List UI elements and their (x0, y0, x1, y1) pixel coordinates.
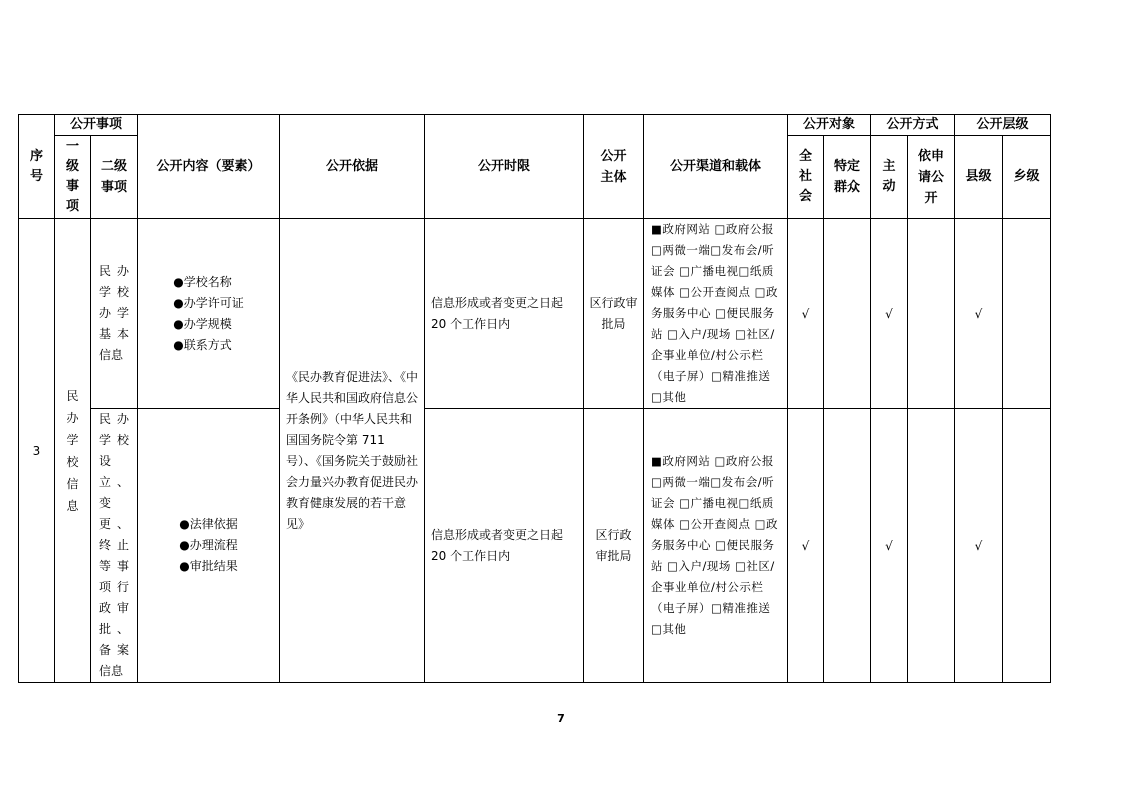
header-target-specific: 特定群众 (824, 136, 871, 219)
list-item: ●办理流程 (179, 538, 238, 552)
list-item: ●办学规模 (173, 316, 232, 331)
table-row (19, 409, 1051, 683)
list-item: ●学校名称 (173, 274, 232, 289)
row-time-limit: 信息形成或者变更之日起 20 个工作日内 (425, 409, 584, 683)
check-method-active: √ (871, 409, 908, 683)
row-level1: 民办学校信息 (55, 219, 91, 683)
row-seq: 3 (19, 219, 55, 683)
header-level-town: 乡级 (1003, 136, 1051, 219)
row-channels: ■政府网站 □政府公报 □两微一端□发布会/听证会 □广播电视□纸质媒体 □公开查阅点 □政务服务中心 □便民服务站 □入户/现场 □社区/企事业单位/村公示栏（电子屏）□精准推送 □其他 (644, 219, 788, 409)
check-target-specific (824, 409, 871, 683)
header-method-apply: 依申请公开 (908, 136, 955, 219)
row-time-limit: 信息形成或者变更之日起 20 个工作日内 (425, 219, 584, 409)
disclosure-table (18, 114, 1051, 683)
header-method: 公开方式 (871, 115, 955, 136)
header-target-all: 全社会 (788, 136, 824, 219)
header-content: 公开内容（要素） (138, 115, 280, 219)
header-basis: 公开依据 (280, 115, 425, 219)
check-level-county: √ (955, 219, 1003, 409)
header-time-limit: 公开时限 (425, 115, 584, 219)
header-level1: 一级事项 (55, 136, 91, 219)
list-item: ●法律依据 (179, 517, 238, 531)
check-method-apply (908, 219, 955, 409)
row-subject: 区行政审批局 (584, 219, 644, 409)
row-content (138, 219, 280, 409)
check-target-specific (824, 219, 871, 409)
header-level: 公开层级 (955, 115, 1051, 136)
header-public-items: 公开事项 (55, 115, 138, 136)
check-target-all: √ (788, 219, 824, 409)
check-level-town (1003, 219, 1051, 409)
check-target-all: √ (788, 409, 824, 683)
row-level2: 民办学校设立、变更、终止等事项行政审批、备案信息 (91, 409, 138, 683)
list-item: ●联系方式 (173, 337, 232, 352)
check-method-active: √ (871, 219, 908, 409)
table-row (19, 219, 1051, 409)
page-number: 7 (557, 712, 565, 725)
content-list (173, 272, 243, 356)
header-method-active: 主动 (871, 136, 908, 219)
row-subject: 区行政审批局 (584, 409, 644, 683)
header-channels: 公开渠道和载体 (644, 115, 788, 219)
row-level2: 民办学校办学基本信息 (91, 219, 138, 409)
header-subject: 公开主体 (584, 115, 644, 219)
row-channels: ■政府网站 □政府公报 □两微一端□发布会/听证会 □广播电视□纸质媒体 □公开查阅点 □政务服务中心 □便民服务站 □入户/现场 □社区/企事业单位/村公示栏（电子屏）□精准推送 □其他 (644, 409, 788, 683)
check-level-town (1003, 409, 1051, 683)
header-level-county: 县级 (955, 136, 1003, 219)
check-level-county: √ (955, 409, 1003, 683)
header-seq: 序号 (19, 115, 55, 219)
list-item: ●办学许可证 (173, 295, 244, 310)
row-basis: 《民办教育促进法》、《中华人民共和国政府信息公开条例》（中华人民共和国国务院令第 711 号）、《国务院关于鼓励社会力量兴办教育促进民办教育健康发展的若干意见》 (280, 219, 425, 683)
check-method-apply (908, 409, 955, 683)
header-level2: 二级事项 (91, 136, 138, 219)
content-list (179, 514, 237, 577)
list-item: ●审批结果 (179, 559, 238, 573)
row-content (138, 409, 280, 683)
header-target: 公开对象 (788, 115, 871, 136)
